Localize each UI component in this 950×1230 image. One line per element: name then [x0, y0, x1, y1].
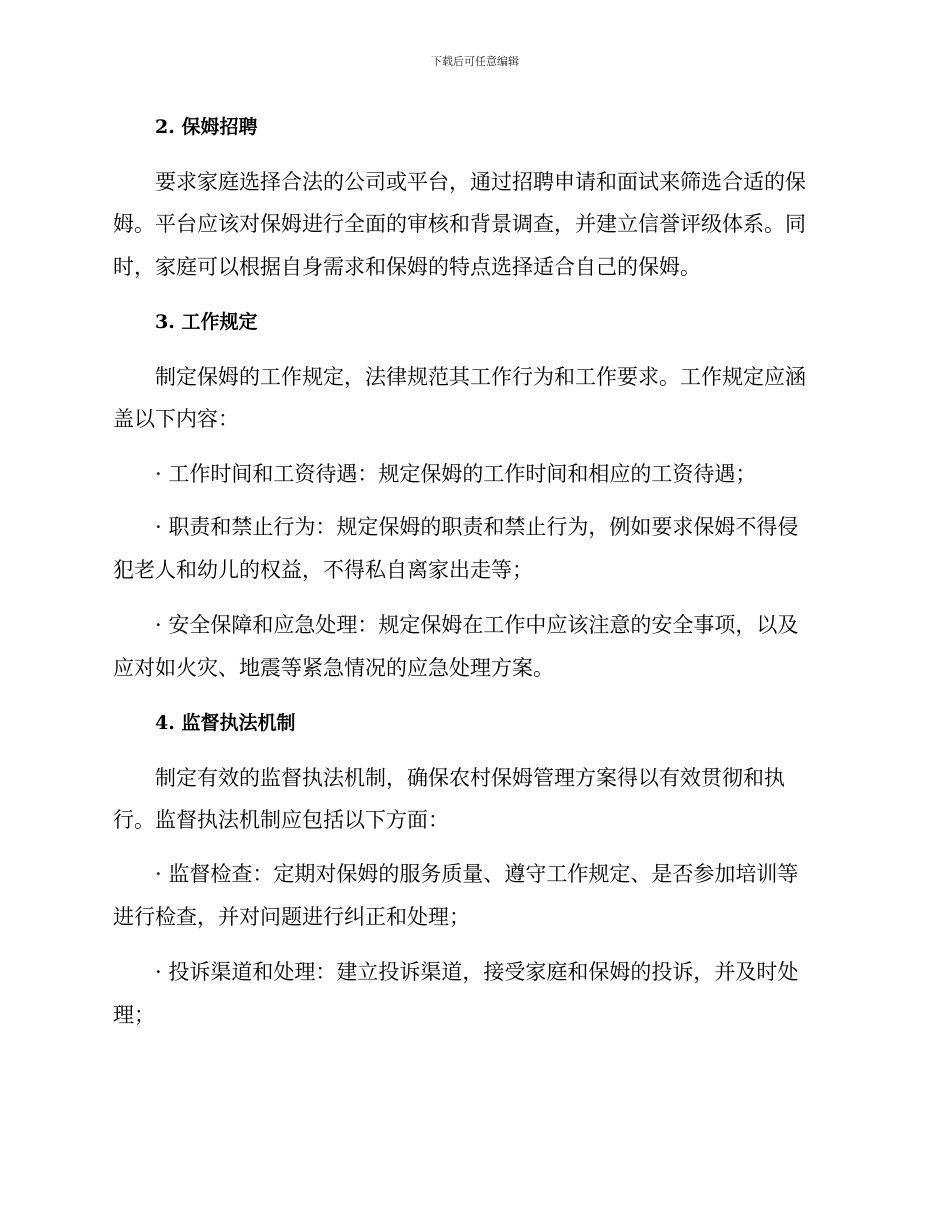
bullet-item-work-hours: · 工作时间和工资待遇：规定保姆的工作时间和相应的工资待遇；: [155, 462, 757, 486]
paragraph-line: 盖以下内容：: [113, 407, 239, 431]
paragraph-line: 姆。平台应该对保姆进行全面的审核和背景调查，并建立信誉评级体系。同: [113, 212, 806, 236]
paragraph-line: 制定有效的监督执法机制，确保农村保姆管理方案得以有效贯彻和执: [155, 766, 785, 790]
page-header: 下载后可任意编辑: [431, 55, 519, 68]
section-heading-work-rules: 3. 工作规定: [155, 311, 258, 333]
paragraph-line: 要求家庭选择合法的公司或平台，通过招聘申请和面试来筛选合适的保: [155, 170, 806, 194]
bullet-item-complaints-cont: 理；: [113, 1003, 155, 1027]
bullet-item-duties: · 职责和禁止行为：规定保姆的职责和禁止行为，例如要求保姆不得侵: [155, 515, 799, 539]
bullet-item-inspection-cont: 进行检查，并对问题进行纠正和处理；: [113, 905, 470, 929]
paragraph-line: 行。监督执法机制应包括以下方面：: [113, 808, 449, 832]
bullet-item-duties-cont: 犯老人和幼儿的权益，不得私自离家出走等；: [113, 558, 533, 582]
section-heading-supervision: 4. 监督执法机制: [155, 712, 296, 734]
bullet-item-complaints: · 投诉渠道和处理：建立投诉渠道，接受家庭和保姆的投诉，并及时处: [155, 960, 799, 984]
bullet-item-safety-cont: 应对如火灾、地震等紧急情况的应急处理方案。: [113, 656, 554, 680]
bullet-item-inspection: · 监督检查：定期对保姆的服务质量、遵守工作规定、是否参加培训等: [155, 862, 799, 886]
bullet-item-safety: · 安全保障和应急处理：规定保姆在工作中应该注意的安全事项，以及: [155, 613, 799, 637]
section-heading-recruitment: 2. 保姆招聘: [155, 116, 258, 138]
paragraph-line: 时，家庭可以根据自身需求和保姆的特点选择适合自己的保姆。: [113, 255, 701, 279]
paragraph-line: 制定保姆的工作规定，法律规范其工作行为和工作要求。工作规定应涵: [155, 365, 806, 389]
